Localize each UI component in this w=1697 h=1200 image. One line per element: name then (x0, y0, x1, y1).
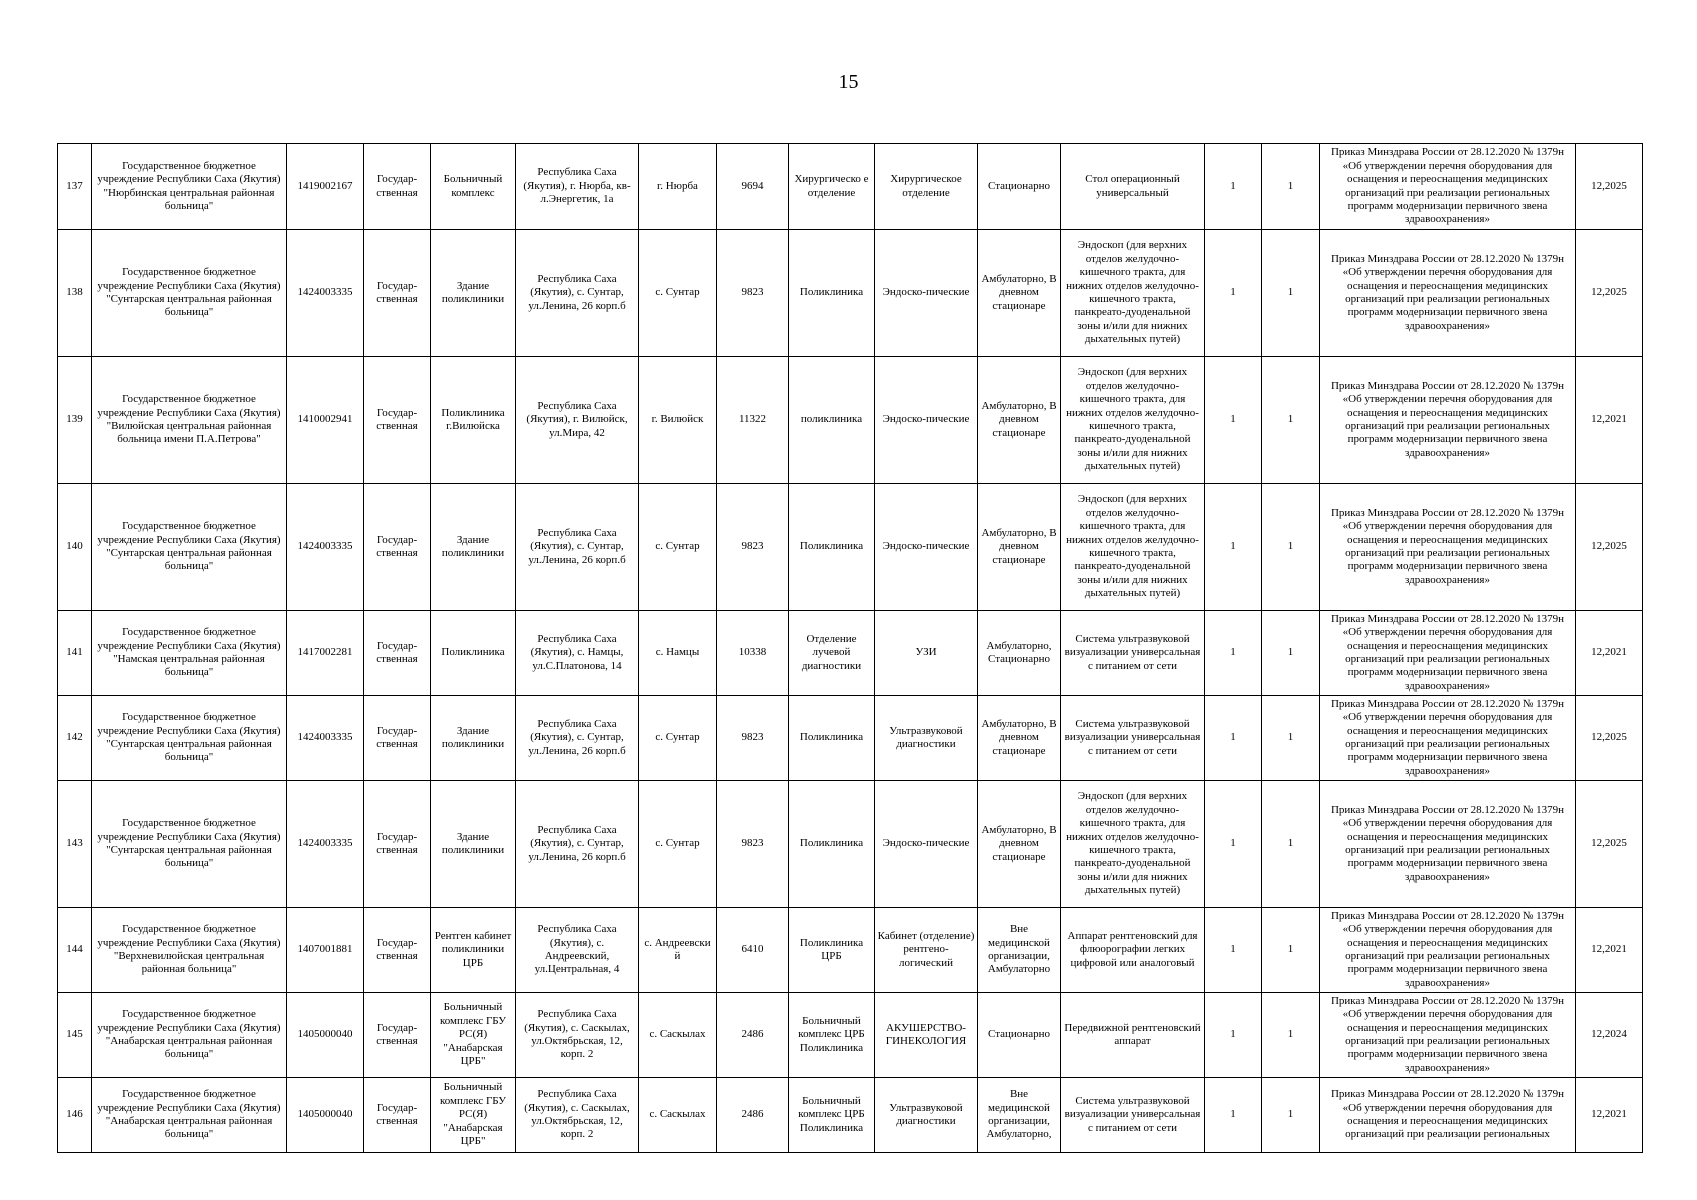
population-cell: 9823 (717, 230, 789, 357)
delivery-period-cell: 12,2025 (1576, 484, 1643, 611)
equipment-name-cell: Система ультразвуковой визуализации универсальная с питанием от сети (1061, 1078, 1205, 1153)
medical-profile-cell: АКУШЕРСТВО-ГИНЕКОЛОГИЯ (875, 993, 978, 1078)
inn-cell: 1424003335 (287, 781, 364, 908)
care-conditions-cell: Амбулаторно, В дневном стационаре (978, 484, 1061, 611)
quantity-cell: 1 (1205, 484, 1262, 611)
department-unit-cell: Поликлиника (789, 230, 875, 357)
ownership-type-cell: Государ-ственная (364, 144, 431, 230)
regulatory-order-cell: Приказ Минздрава России от 28.12.2020 № 1379н «Об утверждении перечня оборудования для оснащения и переоснащения медицинских организаций при реализации региональных программ модернизации первичного звена здравоохранения» (1320, 908, 1576, 993)
ownership-type-cell: Государ-ственная (364, 1078, 431, 1153)
regulatory-order-cell: Приказ Минздрава России от 28.12.2020 № 1379н «Об утверждении перечня оборудования для оснащения и переоснащения медицинских организаций при реализации региональных (1320, 1078, 1576, 1153)
building-name-cell: Больничный комплекс ГБУ РС(Я) "Анабарская ЦРБ" (431, 993, 516, 1078)
quantity-planned-cell: 1 (1262, 1078, 1320, 1153)
table-row (58, 357, 1643, 484)
department-unit-cell: Поликлиника ЦРБ (789, 908, 875, 993)
department-unit-cell: Больничный комплекс ЦРБ Поликлиника (789, 1078, 875, 1153)
department-unit-cell: Отделение лучевой диагностики (789, 611, 875, 696)
inn-cell: 1419002167 (287, 144, 364, 230)
delivery-period-cell: 12,2025 (1576, 696, 1643, 781)
regulatory-order-cell: Приказ Минздрава России от 28.12.2020 № 1379н «Об утверждении перечня оборудования для оснащения и переоснащения медицинских организаций при реализации региональных программ модернизации первичного звена здравоохранения» (1320, 781, 1576, 908)
medical-profile-cell: Эндоско-пические (875, 781, 978, 908)
population-cell: 6410 (717, 908, 789, 993)
delivery-period-cell: 12,2021 (1576, 357, 1643, 484)
inn-cell: 1424003335 (287, 230, 364, 357)
equipment-name-cell: Система ультразвуковой визуализации универсальная с питанием от сети (1061, 696, 1205, 781)
page-number: 15 (838, 71, 859, 93)
organization-name-cell: Государственное бюджетное учреждение Республики Саха (Якутия) "Анабарская центральная районная больница" (92, 1078, 287, 1153)
care-conditions-cell: Амбулаторно, Стационарно (978, 611, 1061, 696)
quantity-planned-cell: 1 (1262, 611, 1320, 696)
organization-name-cell: Государственное бюджетное учреждение Республики Саха (Якутия) "Вилюйская центральная районная больница имени П.А.Петрова" (92, 357, 287, 484)
address-cell: Республика Саха (Якутия), с. Андреевский, ул.Центральная, 4 (516, 908, 639, 993)
department-unit-cell: Поликлиника (789, 696, 875, 781)
quantity-cell: 1 (1205, 781, 1262, 908)
address-cell: Республика Саха (Якутия), с. Сунтар, ул.Ленина, 26 корп.б (516, 781, 639, 908)
quantity-planned-cell: 1 (1262, 144, 1320, 230)
ownership-type-cell: Государ-ственная (364, 230, 431, 357)
delivery-period-cell: 12,2021 (1576, 1078, 1643, 1153)
population-cell: 2486 (717, 1078, 789, 1153)
quantity-planned-cell: 1 (1262, 357, 1320, 484)
inn-cell: 1410002941 (287, 357, 364, 484)
organization-name-cell: Государственное бюджетное учреждение Республики Саха (Якутия) "Сунтарская центральная районная больница" (92, 484, 287, 611)
table-row (58, 908, 1643, 993)
quantity-planned-cell: 1 (1262, 993, 1320, 1078)
regulatory-order-cell: Приказ Минздрава России от 28.12.2020 № 1379н «Об утверждении перечня оборудования для оснащения и переоснащения медицинских организаций при реализации региональных программ модернизации первичного звена здравоохранения» (1320, 230, 1576, 357)
care-conditions-cell: Стационарно (978, 993, 1061, 1078)
quantity-cell: 1 (1205, 357, 1262, 484)
delivery-period-cell: 12,2025 (1576, 230, 1643, 357)
table-row (58, 484, 1643, 611)
inn-cell: 1417002281 (287, 611, 364, 696)
row-number-cell: 144 (58, 908, 92, 993)
medical-profile-cell: Кабинет (отделение) рентгено-логический (875, 908, 978, 993)
population-cell: 9823 (717, 484, 789, 611)
organization-name-cell: Государственное бюджетное учреждение Республики Саха (Якутия) "Анабарская центральная районная больница" (92, 993, 287, 1078)
address-cell: Республика Саха (Якутия), с. Сунтар, ул.Ленина, 26 корп.б (516, 484, 639, 611)
regulatory-order-cell: Приказ Минздрава России от 28.12.2020 № 1379н «Об утверждении перечня оборудования для оснащения и переоснащения медицинских организаций при реализации региональных программ модернизации первичного звена здравоохранения» (1320, 357, 1576, 484)
delivery-period-cell: 12,2024 (1576, 993, 1643, 1078)
building-name-cell: Поликлиника г.Вилюйска (431, 357, 516, 484)
ownership-type-cell: Государ-ственная (364, 908, 431, 993)
department-unit-cell: Больничный комплекс ЦРБ Поликлиника (789, 993, 875, 1078)
department-unit-cell: Хирургическо е отделение (789, 144, 875, 230)
care-conditions-cell: Вне медицинской организации, Амбулаторно (978, 908, 1061, 993)
population-cell: 9694 (717, 144, 789, 230)
inn-cell: 1407001881 (287, 908, 364, 993)
address-cell: Республика Саха (Якутия), с. Саскылах, ул.Октябрьская, 12, корп. 2 (516, 993, 639, 1078)
equipment-name-cell: Эндоскоп (для верхних отделов желудочно-кишечного тракта, для нижних отделов желудочно-кишечного тракта, панкреато-дуоденальной зоны и/или для нижних дыхательных путей) (1061, 781, 1205, 908)
population-cell: 2486 (717, 993, 789, 1078)
table-row (58, 144, 1643, 230)
quantity-cell: 1 (1205, 908, 1262, 993)
table-row (58, 230, 1643, 357)
organization-name-cell: Государственное бюджетное учреждение Республики Саха (Якутия) "Сунтарская центральная районная больница" (92, 230, 287, 357)
care-conditions-cell: Амбулаторно, В дневном стационаре (978, 696, 1061, 781)
ownership-type-cell: Государ-ственная (364, 781, 431, 908)
ownership-type-cell: Государ-ственная (364, 993, 431, 1078)
ownership-type-cell: Государ-ственная (364, 484, 431, 611)
quantity-planned-cell: 1 (1262, 484, 1320, 611)
table-row (58, 993, 1643, 1078)
organization-name-cell: Государственное бюджетное учреждение Республики Саха (Якутия) "Сунтарская центральная районная больница" (92, 781, 287, 908)
quantity-planned-cell: 1 (1262, 781, 1320, 908)
row-number-cell: 138 (58, 230, 92, 357)
address-cell: Республика Саха (Якутия), с. Намцы, ул.С.Платонова, 14 (516, 611, 639, 696)
care-conditions-cell: Амбулаторно, В дневном стационаре (978, 781, 1061, 908)
regulatory-order-cell: Приказ Минздрава России от 28.12.2020 № 1379н «Об утверждении перечня оборудования для оснащения и переоснащения медицинских организаций при реализации региональных программ модернизации первичного звена здравоохранения» (1320, 696, 1576, 781)
table-row (58, 781, 1643, 908)
locality-cell: с. Намцы (639, 611, 717, 696)
address-cell: Республика Саха (Якутия), с. Сунтар, ул.Ленина, 26 корп.б (516, 696, 639, 781)
inn-cell: 1424003335 (287, 696, 364, 781)
ownership-type-cell: Государ-ственная (364, 611, 431, 696)
row-number-cell: 141 (58, 611, 92, 696)
medical-profile-cell: УЗИ (875, 611, 978, 696)
inn-cell: 1424003335 (287, 484, 364, 611)
medical-profile-cell: Эндоско-пические (875, 357, 978, 484)
quantity-cell: 1 (1205, 611, 1262, 696)
locality-cell: с. Сунтар (639, 484, 717, 611)
department-unit-cell: поликлиника (789, 357, 875, 484)
regulatory-order-cell: Приказ Минздрава России от 28.12.2020 № 1379н «Об утверждении перечня оборудования для оснащения и переоснащения медицинских организаций при реализации региональных программ модернизации первичного звена здравоохранения» (1320, 611, 1576, 696)
quantity-cell: 1 (1205, 1078, 1262, 1153)
locality-cell: с. Саскылах (639, 1078, 717, 1153)
organization-name-cell: Государственное бюджетное учреждение Республики Саха (Якутия) "Верхневилюйская центральная районная больница" (92, 908, 287, 993)
quantity-planned-cell: 1 (1262, 908, 1320, 993)
inn-cell: 1405000040 (287, 993, 364, 1078)
equipment-table (57, 143, 1643, 1153)
equipment-name-cell: Стол операционный универсальный (1061, 144, 1205, 230)
delivery-period-cell: 12,2025 (1576, 144, 1643, 230)
medical-profile-cell: Ультразвуковой диагностики (875, 696, 978, 781)
medical-profile-cell: Эндоско-пические (875, 484, 978, 611)
care-conditions-cell: Амбулаторно, В дневном стационаре (978, 357, 1061, 484)
row-number-cell: 143 (58, 781, 92, 908)
row-number-cell: 145 (58, 993, 92, 1078)
ownership-type-cell: Государ-ственная (364, 696, 431, 781)
row-number-cell: 146 (58, 1078, 92, 1153)
table-row (58, 611, 1643, 696)
locality-cell: г. Нюрба (639, 144, 717, 230)
population-cell: 11322 (717, 357, 789, 484)
address-cell: Республика Саха (Якутия), с. Саскылах, ул.Октябрьская, 12, корп. 2 (516, 1078, 639, 1153)
table-row (58, 1078, 1643, 1153)
care-conditions-cell: Амбулаторно, В дневном стационаре (978, 230, 1061, 357)
locality-cell: с. Андреевски й (639, 908, 717, 993)
equipment-name-cell: Эндоскоп (для верхних отделов желудочно-кишечного тракта, для нижних отделов желудочно-кишечного тракта, панкреато-дуоденальной зоны и/или для нижних дыхательных путей) (1061, 484, 1205, 611)
building-name-cell: Больничный комплекс (431, 144, 516, 230)
organization-name-cell: Государственное бюджетное учреждение Республики Саха (Якутия) "Сунтарская центральная районная больница" (92, 696, 287, 781)
table-row (58, 696, 1643, 781)
row-number-cell: 142 (58, 696, 92, 781)
medical-profile-cell: Эндоско-пические (875, 230, 978, 357)
building-name-cell: Поликлиника (431, 611, 516, 696)
building-name-cell: Больничный комплекс ГБУ РС(Я) "Анабарская ЦРБ" (431, 1078, 516, 1153)
quantity-planned-cell: 1 (1262, 696, 1320, 781)
delivery-period-cell: 12,2025 (1576, 781, 1643, 908)
quantity-cell: 1 (1205, 144, 1262, 230)
department-unit-cell: Поликлиника (789, 484, 875, 611)
locality-cell: с. Саскылах (639, 993, 717, 1078)
building-name-cell: Рентген кабинет поликлиники ЦРБ (431, 908, 516, 993)
medical-profile-cell: Хирургическое отделение (875, 144, 978, 230)
regulatory-order-cell: Приказ Минздрава России от 28.12.2020 № 1379н «Об утверждении перечня оборудования для оснащения и переоснащения медицинских организаций при реализации региональных программ модернизации первичного звена здравоохранения» (1320, 144, 1576, 230)
inn-cell: 1405000040 (287, 1078, 364, 1153)
population-cell: 10338 (717, 611, 789, 696)
building-name-cell: Здание поликлиники (431, 781, 516, 908)
locality-cell: с. Сунтар (639, 781, 717, 908)
equipment-name-cell: Аппарат рентгеновский для флюорографии легких цифровой или аналоговый (1061, 908, 1205, 993)
locality-cell: с. Сунтар (639, 696, 717, 781)
department-unit-cell: Поликлиника (789, 781, 875, 908)
equipment-name-cell: Передвижной рентгеновский аппарат (1061, 993, 1205, 1078)
quantity-planned-cell: 1 (1262, 230, 1320, 357)
medical-profile-cell: Ультразвуковой диагностики (875, 1078, 978, 1153)
address-cell: Республика Саха (Якутия), г. Нюрба, кв-л.Энергетик, 1а (516, 144, 639, 230)
ownership-type-cell: Государ-ственная (364, 357, 431, 484)
care-conditions-cell: Вне медицинской организации, Амбулаторно, (978, 1078, 1061, 1153)
organization-name-cell: Государственное бюджетное учреждение Республики Саха (Якутия) "Нюрбинская центральная районная больница" (92, 144, 287, 230)
regulatory-order-cell: Приказ Минздрава России от 28.12.2020 № 1379н «Об утверждении перечня оборудования для оснащения и переоснащения медицинских организаций при реализации региональных программ модернизации первичного звена здравоохранения» (1320, 993, 1576, 1078)
row-number-cell: 137 (58, 144, 92, 230)
address-cell: Республика Саха (Якутия), г. Вилюйск, ул.Мира, 42 (516, 357, 639, 484)
delivery-period-cell: 12,2021 (1576, 908, 1643, 993)
locality-cell: г. Вилюйск (639, 357, 717, 484)
quantity-cell: 1 (1205, 230, 1262, 357)
row-number-cell: 140 (58, 484, 92, 611)
locality-cell: с. Сунтар (639, 230, 717, 357)
care-conditions-cell: Стационарно (978, 144, 1061, 230)
quantity-cell: 1 (1205, 696, 1262, 781)
population-cell: 9823 (717, 781, 789, 908)
quantity-cell: 1 (1205, 993, 1262, 1078)
row-number-cell: 139 (58, 357, 92, 484)
regulatory-order-cell: Приказ Минздрава России от 28.12.2020 № 1379н «Об утверждении перечня оборудования для оснащения и переоснащения медицинских организаций при реализации региональных программ модернизации первичного звена здравоохранения» (1320, 484, 1576, 611)
delivery-period-cell: 12,2021 (1576, 611, 1643, 696)
building-name-cell: Здание поликлиники (431, 230, 516, 357)
equipment-name-cell: Эндоскоп (для верхних отделов желудочно-кишечного тракта, для нижних отделов желудочно-кишечного тракта, панкреато-дуоденальной зоны и/или для нижних дыхательных путей) (1061, 357, 1205, 484)
population-cell: 9823 (717, 696, 789, 781)
building-name-cell: Здание поликлиники (431, 484, 516, 611)
building-name-cell: Здание поликлиники (431, 696, 516, 781)
equipment-name-cell: Система ультразвуковой визуализации универсальная с питанием от сети (1061, 611, 1205, 696)
equipment-name-cell: Эндоскоп (для верхних отделов желудочно-кишечного тракта, для нижних отделов желудочно-кишечного тракта, панкреато-дуоденальной зоны и/или для нижних дыхательных путей) (1061, 230, 1205, 357)
address-cell: Республика Саха (Якутия), с. Сунтар, ул.Ленина, 26 корп.б (516, 230, 639, 357)
organization-name-cell: Государственное бюджетное учреждение Республики Саха (Якутия) "Намская центральная районная больница" (92, 611, 287, 696)
